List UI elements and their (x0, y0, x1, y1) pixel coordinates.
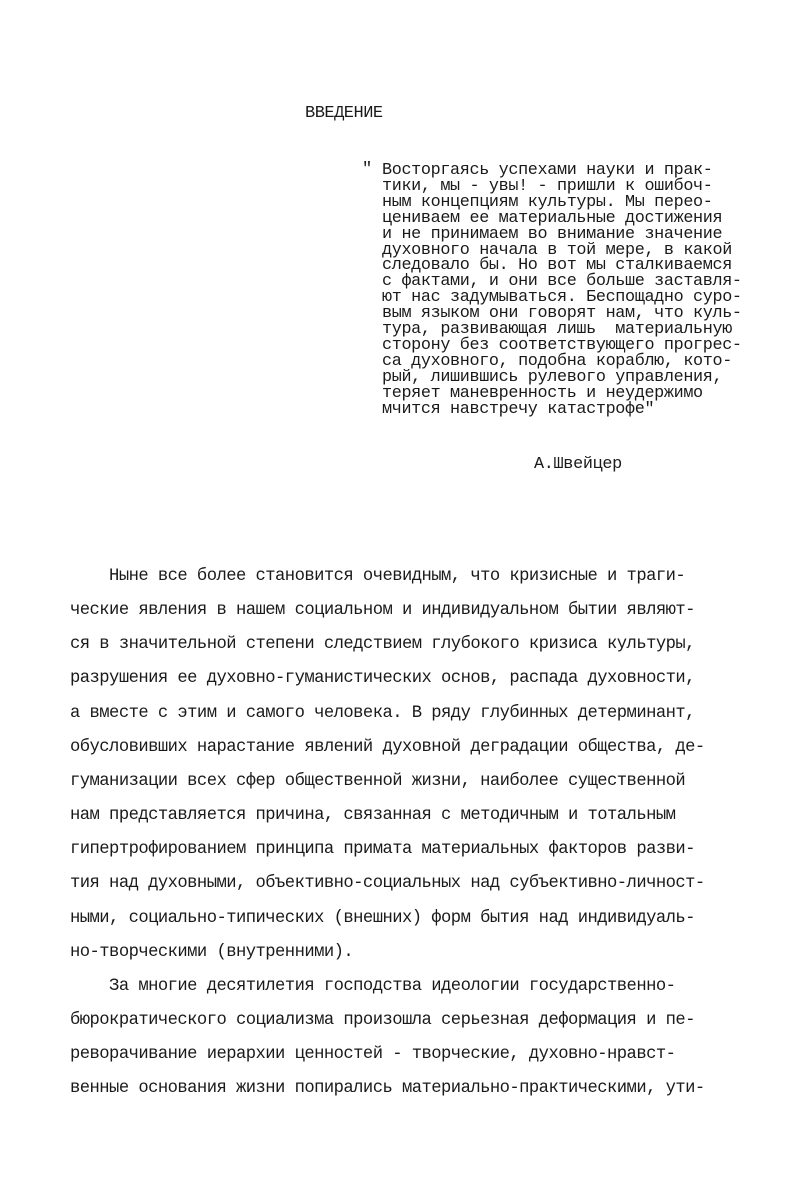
epigraph-line: вым языком они говорят нам, что куль- (382, 304, 742, 324)
epigraph-line: цениваем ее материальные достижения (382, 208, 723, 228)
body-line: обусловивших нарастание явлений духовной деградации общества, де- (70, 737, 705, 757)
epigraph-line: с фактами, и они все больше заставля- (382, 272, 742, 292)
body-text (70, 560, 770, 1107)
epigraph-line: духовного начала в той мере, в какой (382, 240, 732, 260)
body-line: Ныне все более становится очевидным, что кризисные и траги- (70, 567, 686, 586)
epigraph (382, 163, 799, 418)
body-line: бюрократического социализма произошла серьезная деформация и пе- (70, 1011, 695, 1031)
body-line: ными, социально-типических (внешних) форм бытия над индивидуаль- (70, 908, 695, 928)
epigraph-line: теряет маневренность и неудержимо (382, 383, 703, 403)
body-line: ческие явления в нашем социальном и индивидуальном бытии являют- (70, 601, 695, 621)
epigraph-line: тики, мы - увы! - пришли к ошибоч- (382, 176, 713, 196)
page-title: ВВЕДЕНИЕ (305, 104, 383, 123)
body-line: венные основания жизни попирались материально-практическими, ути- (70, 1079, 705, 1099)
body-line: реворачивание иерархии ценностей - творческие, духовно-нравст- (70, 1045, 676, 1065)
epigraph-line: ным концепциям культуры. Мы перео- (382, 192, 713, 212)
body-line: За многие десятилетия господства идеологии государственно- (70, 976, 676, 996)
epigraph-line: сторону без соответствующего прогрес- (382, 335, 742, 355)
epigraph-line: следовало бы. Но вот мы сталкиваемся (382, 256, 732, 276)
body-line: гуманизации всех сфер общественной жизни, наиболее существенной (70, 771, 686, 791)
epigraph-line: тура, развивающая лишь материальную (382, 320, 732, 340)
body-line: а вместе с этим и самого человека. В ряду глубинных детерминант, (70, 703, 695, 723)
body-line: разрушения ее духовно-гуманистических основ, распада духовности, (70, 669, 695, 689)
epigraph-line: ют нас задумываться. Беспощадно суро- (382, 288, 742, 308)
body-line: ся в значительной степени следствием глубокого кризиса культуры, (70, 635, 695, 655)
body-line: но-творческими (внутренними). (70, 942, 354, 962)
epigraph-line: и не принимаем во внимание значение (382, 224, 723, 244)
epigraph-author: А.Швейцер (534, 455, 622, 474)
epigraph-line: са духовного, подобна кораблю, кото- (382, 351, 732, 371)
body-line: гипертрофированием принципа примата материальных факторов разви- (70, 840, 695, 860)
epigraph-open-quote: " (362, 160, 373, 179)
epigraph-line: рый, лишившись рулевого управления, (382, 367, 723, 387)
epigraph-line: мчится навстречу катастрофе" (382, 399, 655, 419)
epigraph-line: Восторгаясь успехами науки и прак- (382, 161, 713, 180)
body-line: нам представляется причина, связанная с методичным и тотальным (70, 806, 676, 826)
body-line: тия над духовными, объективно-социальных над субъективно-личност- (70, 874, 705, 894)
